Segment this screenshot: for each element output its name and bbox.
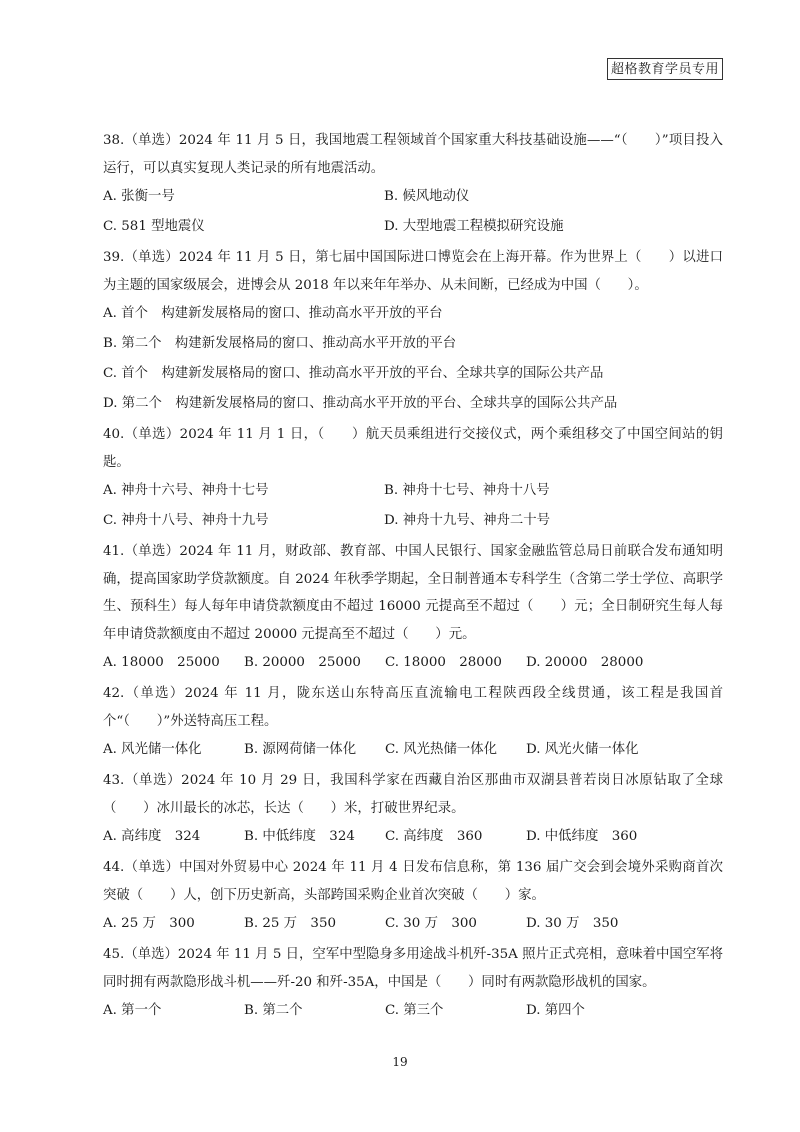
question-45 <box>103 941 723 1026</box>
option-b: B. 中低纬度 324 <box>244 829 355 844</box>
question-text: 42.（单选）2024 年 11 月，陇东送山东特高压直流输电工程陕西段全线贯通，该工程是我国首个“（ ）”外送特高压工程。 <box>103 686 723 729</box>
question-38 <box>103 127 723 242</box>
option-b: B. 候风地动仪 <box>384 189 470 204</box>
option-row <box>103 182 723 212</box>
question-39 <box>103 244 723 419</box>
page-number: 19 <box>392 1055 408 1069</box>
option-b: B. 源网荷储一体化 <box>244 742 357 757</box>
option-d: D. 20000 28000 <box>526 655 644 670</box>
option-a: A. 18000 25000 <box>103 655 220 670</box>
option-d: D. 中低纬度 360 <box>526 829 638 844</box>
option-d: D. 第二个 构建新发展格局的窗口、推动高水平开放的平台、全球共享的国际公共产品 <box>103 396 618 411</box>
question-44 <box>103 854 723 939</box>
option-a: A. 张衡一号 <box>103 189 175 204</box>
option-row <box>103 299 723 329</box>
question-text: 38.（单选）2024 年 11 月 5 日，我国地震工程领域首个国家重大科技基础设施——“（ ）”项目投入运行，可以真实复现人类记录的所有地震活动。 <box>103 133 723 176</box>
option-c: C. 首个 构建新发展格局的窗口、推动高水平开放的平台、全球共享的国际公共产品 <box>103 366 604 381</box>
option-a: A. 高纬度 324 <box>103 829 201 844</box>
option-a: A. 第一个 <box>103 1003 162 1018</box>
option-row <box>103 359 723 389</box>
question-text: 40.（单选）2024 年 11 月 1 日，（ ）航天员乘组进行交接仪式，两个乘组移交了中国空间站的钥匙。 <box>103 427 723 470</box>
option-d: D. 风光火储一体化 <box>526 742 639 757</box>
option-row <box>103 822 723 852</box>
option-d: D. 第四个 <box>526 1003 585 1018</box>
option-c: C. 30 万 300 <box>385 916 477 931</box>
option-d: D. 大型地震工程模拟研究设施 <box>384 219 564 234</box>
option-row <box>103 648 723 678</box>
option-c: C. 第三个 <box>385 1003 444 1018</box>
option-c: C. 高纬度 360 <box>385 829 483 844</box>
option-row <box>103 506 723 536</box>
option-row <box>103 909 723 939</box>
option-row <box>103 996 723 1026</box>
question-43 <box>103 767 723 852</box>
option-a: A. 首个 构建新发展格局的窗口、推动高水平开放的平台 <box>103 306 443 321</box>
question-list <box>103 127 723 1026</box>
option-b: B. 神舟十七号、神舟十八号 <box>384 483 550 498</box>
question-41 <box>103 538 723 678</box>
option-b: B. 第二个 构建新发展格局的窗口、推动高水平开放的平台 <box>103 336 457 351</box>
option-a: A. 25 万 300 <box>103 916 195 931</box>
option-row <box>103 476 723 506</box>
question-text: 43.（单选）2024 年 10 月 29 日，我国科学家在西藏自治区那曲市双湖县普若岗日冰原钻取了全球（ ）冰川最长的冰芯，长达（ ）米，打破世界纪录。 <box>103 773 723 816</box>
question-text: 39.（单选）2024 年 11 月 5 日，第七届中国国际进口博览会在上海开幕。作为世界上（ ）以进口为主题的国家级展会，进博会从 2018 年以来年年举办、从未间断，已经成为中国（ ）。 <box>103 250 723 293</box>
question-42 <box>103 680 723 765</box>
option-a: A. 风光储一体化 <box>103 742 202 757</box>
option-c: C. 581 型地震仪 <box>103 219 205 234</box>
option-d: D. 30 万 350 <box>526 916 619 931</box>
option-b: B. 第二个 <box>244 1003 303 1018</box>
option-c: C. 风光热储一体化 <box>385 742 498 757</box>
option-d: D. 神舟十九号、神舟二十号 <box>384 513 551 528</box>
option-b: B. 25 万 350 <box>244 916 336 931</box>
option-c: C. 神舟十八号、神舟十九号 <box>103 513 269 528</box>
option-row <box>103 735 723 765</box>
option-c: C. 18000 28000 <box>385 655 502 670</box>
question-text: 45.（单选）2024 年 11 月 5 日，空军中型隐身多用途战斗机歼-35A 照片正式亮相，意味着中国空军将同时拥有两款隐形战斗机——歼-20 和歼-35A，中国是（ ）同时有两款隐形战机的国家。 <box>103 947 723 990</box>
option-row <box>103 212 723 242</box>
option-a: A. 神舟十六号、神舟十七号 <box>103 483 269 498</box>
exclusive-use-badge: 超格教育学员专用 <box>607 58 723 80</box>
option-b: B. 20000 25000 <box>244 655 361 670</box>
question-text: 41.（单选）2024 年 11 月，财政部、教育部、中国人民银行、国家金融监管总局日前联合发布通知明确，提高国家助学贷款额度。自 2024 年秋季学期起，全日制普通本专科学生（含第二学士学位、高职学生、预科生）每人每年申请贷款额度由不超过 16000 元提高至不超过（ ）元；全日制研究生每人每年申请贷款额度由不超过 20000 元提高至不超过（ ）元。 <box>103 544 723 642</box>
question-40 <box>103 421 723 536</box>
question-text: 44.（单选）中国对外贸易中心 2024 年 11 月 4 日发布信息称，第 136 届广交会到会境外采购商首次突破（ ）人，创下历史新高，头部跨国采购企业首次突破（ ）家。 <box>103 860 723 903</box>
option-row <box>103 389 723 419</box>
option-row <box>103 329 723 359</box>
